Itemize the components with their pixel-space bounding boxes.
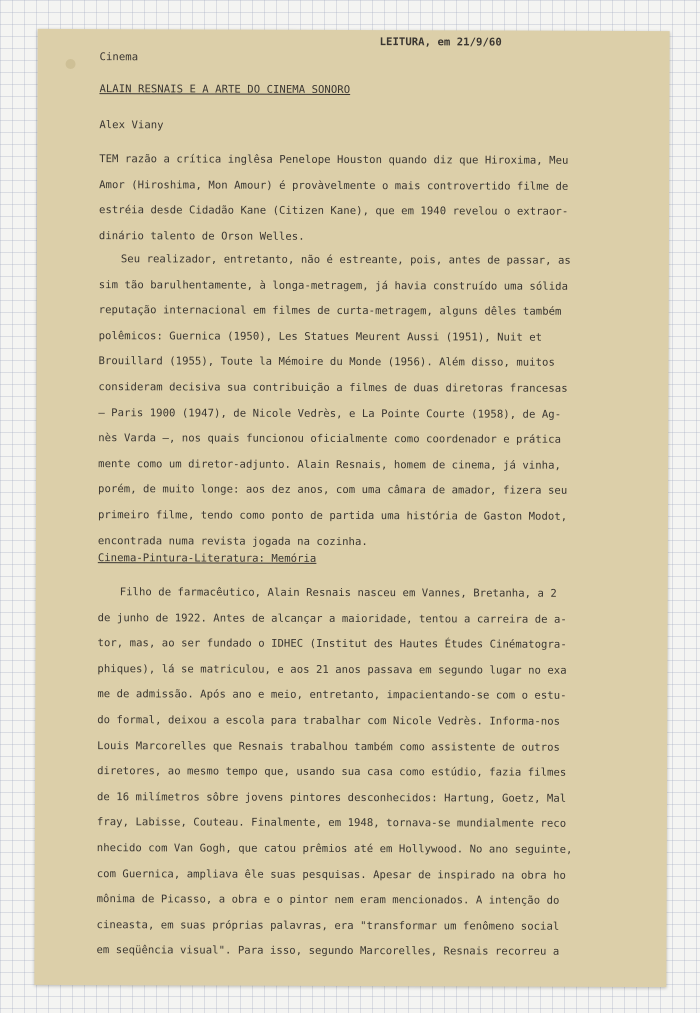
text-line: estréia desde Cidadão Kane (Citizen Kane), que em 1940 revelou o extraor- bbox=[99, 204, 569, 218]
text-line: cineasta, em suas próprias palavras, era "transformar um fenômeno social bbox=[96, 918, 560, 933]
typed-page bbox=[34, 29, 669, 987]
text-line: Louis Marcorelles que Resnais trabalhou também como assistente de outros bbox=[97, 739, 561, 754]
text-line: fray, Labisse, Couteau. Finalmente, em 1948, tornava-se mundialmente reco bbox=[96, 816, 567, 831]
text-line: porém, de muito longe: aos dez anos, com uma câmara de amador, fizera seu bbox=[98, 483, 568, 498]
paragraph-intro bbox=[99, 147, 659, 251]
staple-hole bbox=[66, 59, 76, 69]
article-title: ALAIN RESNAIS E A ARTE DO CINEMA SONORO bbox=[99, 83, 351, 96]
paragraph-career bbox=[98, 247, 659, 556]
section-label: Cinema bbox=[99, 51, 139, 64]
section-subheading: Cinema-Pintura-Literatura: Memória bbox=[97, 552, 317, 565]
text-line: de 16 milímetros sôbre jovens pintores desconhecidos: Hartung, Goetz, Mal bbox=[96, 790, 567, 805]
text-line: em seqüência visual". Para isso, segundo Marcorelles, Resnais recorreu a bbox=[96, 944, 560, 959]
text-line: Seu realizador, entretanto, não é estreante, pois, antes de passar, as bbox=[120, 253, 571, 267]
author-name: Alex Viany bbox=[99, 119, 164, 132]
text-line: com Guernica, ampliava êle suas pesquisas. Apesar de inspirado na obra ho bbox=[96, 867, 566, 882]
text-line: sim tão barulhentamente, à longa-metragem, já havia construído uma sólida bbox=[98, 278, 569, 293]
text-line: me de admissão. Após ano e meio, entretanto, impacientando-se com o estu- bbox=[97, 688, 567, 703]
text-line: tor, mas, ao ser fundado o IDHEC (Institut des Hautes Études Cinématogra- bbox=[97, 637, 567, 651]
text-line: Brouillard (1955), Toute la Mémoire du Monde (1956). Além disso, muitos bbox=[98, 355, 555, 370]
text-line: de junho de 1922. Antes de alcançar a maioridade, tentou a carreira de a- bbox=[97, 611, 567, 626]
text-line: dinário talento de Orson Welles. bbox=[98, 229, 305, 243]
text-line: polêmicos: Guernica (1950), Les Statues Meurent Aussi (1951), Nuit et bbox=[98, 329, 543, 344]
text-line: encontrada numa revista jogada na cozinha. bbox=[97, 534, 368, 548]
text-line: nès Varda —, nos quais funcionou oficialmente como coordenador e prática bbox=[98, 432, 562, 446]
text-line: mônima de Picasso, a obra e o pintor nem eram mencionados. A intenção do bbox=[96, 893, 560, 907]
text-line: reputação internacional em filmes de curta-metragem, alguns dêles também bbox=[98, 304, 562, 318]
text-line: mente como um diretor-adjunto. Alain Resnais, homem de cinema, já vinha, bbox=[98, 457, 561, 472]
text-line: Filho de farmacêutico, Alain Resnais nasceu em Vannes, Bretanha, a 2 bbox=[119, 586, 557, 600]
text-line: phiques), lá se matriculou, e aos 21 anos passava em segundo lugar no exa bbox=[97, 662, 567, 677]
text-line: primeiro filme, tendo como ponto de partida uma história de Gaston Modot, bbox=[97, 509, 568, 523]
text-line: nhecido com Van Gogh, que catou prêmios até em Hollywood. No ano seguinte, bbox=[96, 842, 573, 856]
text-line: — Paris 1900 (1947), de Nicole Vedrès, e La Pointe Courte (1958), de Ag- bbox=[98, 406, 562, 421]
text-line: TEM razão a crítica inglêsa Penelope Houston quando diz que Hiroxima, Meu bbox=[99, 153, 569, 167]
text-line: consideram decisiva sua contribuição a filmes de duas diretoras francesas bbox=[98, 381, 568, 395]
reading-date: LEITURA, em 21/9/60 bbox=[379, 36, 502, 49]
text-line: diretores, ao mesmo tempo que, usando sua casa como estúdio, fazia filmes bbox=[97, 765, 567, 779]
paragraph-biography bbox=[96, 580, 657, 966]
text-line: Amor (Hiroshima, Mon Amour) é provàvelmente o mais controvertido filme de bbox=[99, 178, 569, 193]
text-line: do formal, deixou a escola para trabalhar com Nicole Vedrès. Informa-nos bbox=[97, 714, 561, 728]
